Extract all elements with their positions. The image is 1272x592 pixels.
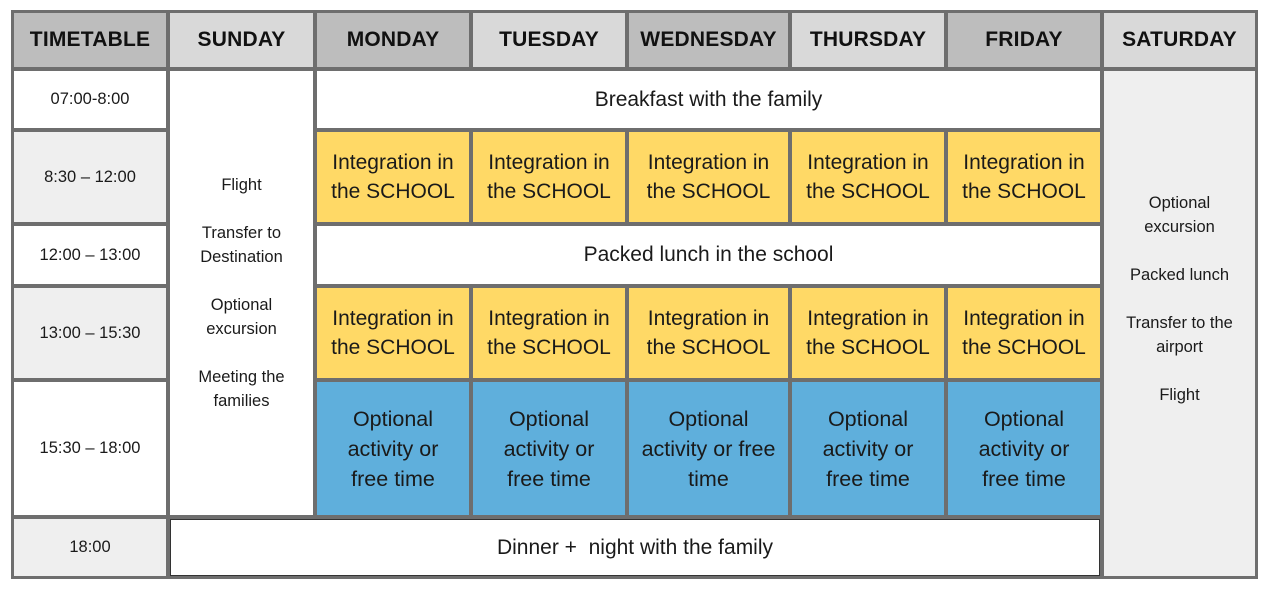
header-wednesday: WEDNESDAY	[629, 13, 788, 67]
optional-line: activity or	[347, 436, 439, 461]
optional-line: free time	[351, 466, 435, 491]
dinner-cell: Dinner + night with the family	[170, 519, 1100, 576]
header-tuesday: TUESDAY	[473, 13, 625, 67]
school-cell-monday-afternoon	[317, 288, 469, 378]
optional-line: Optional	[508, 406, 590, 431]
optional-cell-wednesday	[629, 382, 788, 515]
optional-line: Optional	[827, 406, 909, 431]
school-line: the SCHOOL	[487, 336, 611, 359]
time-slot-dinner: 18:00	[14, 519, 166, 576]
saturday-item: Transfer to the	[1126, 313, 1233, 332]
lunch-cell: Packed lunch in the school	[317, 226, 1100, 284]
school-cell-tuesday-morning	[473, 132, 625, 222]
optional-cell-monday	[317, 382, 469, 515]
optional-line: free time	[982, 466, 1066, 491]
school-line: Integration in	[647, 151, 770, 174]
optional-line: free time	[826, 466, 910, 491]
optional-line: Optional	[668, 406, 749, 431]
sunday-item: Optional	[210, 296, 273, 314]
header-saturday: SATURDAY	[1104, 13, 1255, 67]
school-cell-tuesday-afternoon	[473, 288, 625, 378]
school-line: Integration in	[807, 151, 929, 174]
school-line: the SCHOOL	[962, 336, 1086, 359]
optional-line: activity or	[503, 436, 595, 461]
school-cell-wednesday-afternoon	[629, 288, 788, 378]
header-friday: FRIDAY	[948, 13, 1100, 67]
school-line: the SCHOOL	[646, 180, 771, 203]
time-slot-lunch: 12:00 – 13:00	[14, 226, 166, 284]
school-line: the SCHOOL	[331, 180, 455, 203]
header-timetable: TIMETABLE	[14, 13, 166, 67]
sunday-item: Transfer to	[201, 224, 282, 242]
school-cell-thursday-morning	[792, 132, 944, 222]
school-cell-wednesday-morning	[629, 132, 788, 222]
saturday-item: Packed lunch	[1129, 265, 1230, 284]
school-cell-thursday-afternoon	[792, 288, 944, 378]
school-cell-friday-afternoon	[948, 288, 1100, 378]
time-slot-evening: 15:30 – 18:00	[14, 382, 166, 515]
header-sunday: SUNDAY	[170, 13, 313, 67]
school-line: the SCHOOL	[331, 336, 455, 359]
school-cell-friday-morning	[948, 132, 1100, 222]
saturday-item: airport	[1156, 337, 1203, 356]
optional-line: Optional	[983, 406, 1065, 431]
school-line: the SCHOOL	[806, 180, 930, 203]
school-line: Integration in	[332, 151, 454, 174]
school-line: the SCHOOL	[962, 180, 1086, 203]
saturday-item: excursion	[1144, 217, 1215, 236]
saturday-item: Optional	[1148, 193, 1211, 212]
optional-line: Optional	[352, 406, 434, 431]
school-line: the SCHOOL	[806, 336, 930, 359]
sunday-item: Flight	[221, 176, 262, 194]
sunday-item: families	[213, 392, 270, 410]
school-line: the SCHOOL	[646, 336, 771, 359]
school-cell-monday-morning	[317, 132, 469, 222]
breakfast-cell: Breakfast with the family	[317, 71, 1100, 128]
optional-cell-tuesday	[473, 382, 625, 515]
sunday-schedule	[170, 71, 313, 515]
school-line: Integration in	[332, 307, 454, 330]
time-slot-morning: 8:30 – 12:00	[14, 132, 166, 222]
saturday-item: Flight	[1159, 385, 1200, 404]
optional-cell-friday	[948, 382, 1100, 515]
school-line: Integration in	[963, 151, 1085, 174]
saturday-schedule	[1104, 71, 1255, 576]
optional-line: activity or	[822, 436, 914, 461]
timetable-grid	[11, 10, 1258, 579]
optional-line: activity or	[978, 436, 1070, 461]
sunday-item: Meeting the	[198, 368, 285, 386]
optional-line: free time	[507, 466, 591, 491]
school-line: Integration in	[647, 307, 770, 330]
school-line: Integration in	[963, 307, 1085, 330]
school-line: Integration in	[488, 151, 610, 174]
time-slot-breakfast: 07:00-8:00	[14, 71, 166, 128]
school-line: Integration in	[807, 307, 929, 330]
optional-line: time	[688, 466, 729, 491]
school-line: the SCHOOL	[487, 180, 611, 203]
header-thursday: THURSDAY	[792, 13, 944, 67]
time-slot-afternoon: 13:00 – 15:30	[14, 288, 166, 378]
school-line: Integration in	[488, 307, 610, 330]
optional-line: activity or free	[641, 436, 776, 461]
sunday-item: Destination	[200, 248, 283, 266]
sunday-item: excursion	[206, 320, 277, 338]
header-monday: MONDAY	[317, 13, 469, 67]
optional-cell-thursday	[792, 382, 944, 515]
